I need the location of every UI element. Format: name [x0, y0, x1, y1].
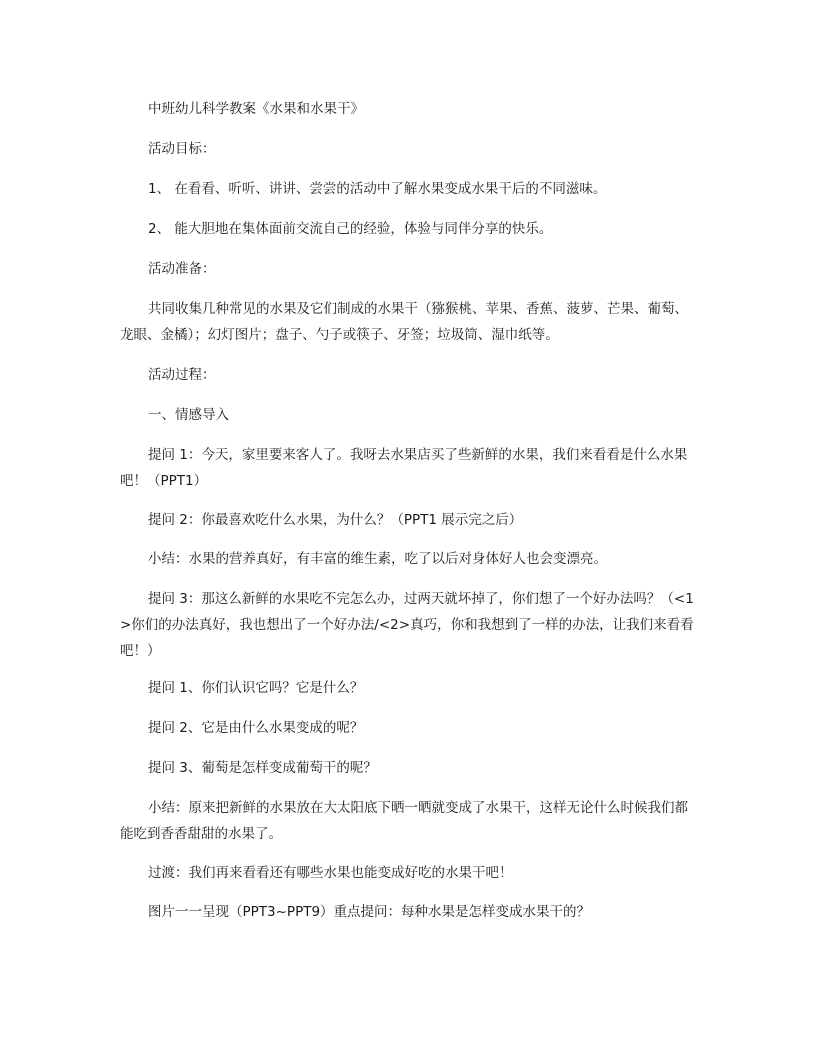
question-3: 提问 3：那这么新鲜的水果吃不完怎么办，过两天就坏掉了，你们想了一个好办法吗？（<1>你们的办法真好，我也想出了一个好办法/<2>真巧，你和我想到了一样的办法，让我们来看看吧！） [120, 591, 694, 659]
prep-heading: 活动准备： [148, 261, 216, 277]
goal-item-1: 1、 在看看、听听、讲讲、尝尝的活动中了解水果变成水果干后的不同滋味。 [148, 181, 607, 197]
question-2: 提问 2：你最喜欢吃什么水果，为什么？（PPT1 展示完之后） [148, 512, 523, 528]
section-heading-1: 一、情感导入 [148, 407, 229, 423]
prep-text: 共同收集几种常见的水果及它们制成的水果干（猕猴桃、苹果、香蕉、菠萝、芒果、葡萄、龙眼、金橘）；幻灯图片；盘子、勺子或筷子、牙签；垃圾筒、湿巾纸等。 [120, 301, 688, 343]
sub-question-3: 提问 3、葡萄是怎样变成葡萄干的呢？ [148, 760, 377, 776]
sub-question-2: 提问 2、它是由什么水果变成的呢？ [148, 720, 364, 736]
sub-question-1: 提问 1、你们认识它吗？它是什么？ [148, 680, 364, 696]
pictures-text: 图片一一呈现（PPT3~PPT9）重点提问：每种水果是怎样变成水果干的？ [148, 904, 591, 920]
summary-1: 小结：水果的营养真好，有丰富的维生素，吃了以后对身体好人也会变漂亮。 [148, 551, 607, 567]
goals-heading: 活动目标： [148, 141, 216, 157]
transition-text: 过渡：我们再来看看还有哪些水果也能变成好吃的水果干吧！ [148, 865, 513, 881]
process-heading: 活动过程： [148, 367, 216, 383]
goal-item-2: 2、 能大胆地在集体面前交流自己的经验，体验与同伴分享的快乐。 [148, 221, 553, 237]
document-title: 中班幼儿科学教案《水果和水果干》 [148, 101, 364, 117]
question-1: 提问 1：今天，家里要来客人了。我呀去水果店买了些新鲜的水果，我们来看看是什么水果吧！（PPT1） [120, 447, 688, 489]
summary-2: 小结：原来把新鲜的水果放在大太阳底下晒一晒就变成了水果干，这样无论什么时候我们都能吃到香香甜甜的水果了。 [120, 800, 688, 842]
